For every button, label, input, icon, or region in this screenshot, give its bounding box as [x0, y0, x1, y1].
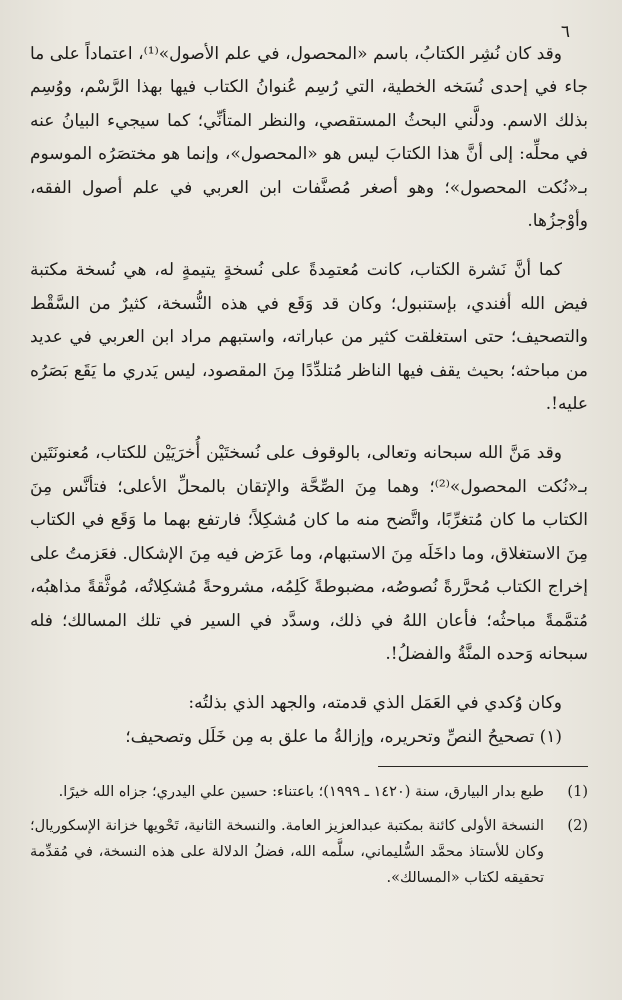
footnote-2: [30, 813, 588, 891]
footnote-text: طبع بدار البيارق، سنة (١٤٢٠ ـ ١٩٩٩)؛ باعتناء: حسين علي اليدري؛ جزاه الله خيرًا.: [58, 784, 544, 801]
list-item-1: (١) تصحيحُ النصِّ وتحريره، وإزالةُ ما علق به مِن خَلَل وتصحيف؛: [125, 726, 562, 747]
footnotes: [30, 779, 588, 891]
footnote-number: (1): [567, 784, 588, 801]
paragraph-3: وقد مَنَّ الله سبحانه وتعالى، بالوقوف على نُسختَيْن أُخرَيَيْن للكتاب، مُعنونَتَين بـ«نُكت المحصول»⁽²⁾؛ وهما مِنَ الصِّحَّة والإتقان بالمحلِّ الأعلى؛ فتأنَّس مِنَ الكتاب ما كان مُتغرِّبًا، واتَّضح منه ما كان مُشكِلاً؛ فارتفع بهما ما وَقَع في الكتاب مِنَ الاستغلاق، وما داخَلَه مِنَ الاستبهام، وما عَرَض فيه مِنَ الإشكال. فعَزمتُ على إخراج الكتاب مُحرَّرةً نُصوصُه، مضبوطةً كَلِمُه، مشروحةً مُشكِلاتُه، مُوثَّقةً مذاهبُه، مُتمَّمةً مباحثُه؛ فأعان اللهُ في ذلك، وسدَّد في السير في تلك المسالك؛ فله سبحانه وَحده المنَّةُ والفضلُ!.: [30, 443, 588, 664]
footnote-divider: [378, 766, 588, 767]
footnote-1: [30, 779, 588, 805]
paragraph-2: كما أنَّ نَشرة الكتاب، كانت مُعتمِدةً على نُسخةٍ يتيمةٍ له، هي نُسخة مكتبة فيض الله أفندي، بإستنبول؛ وكان قد وَقَع في هذه النُّسخة، كثيرٌ من السَّقْط والتصحيف؛ حتى استغلقت كثير من عباراته، واستبهم مراد ابن العربي في عديد من مباحثه؛ بحيث يقف فيها الناظر مُتلدِّدًا مِنَ المقصود، ليس يَدري ما يَقَع بَصَرُه عليه!.: [30, 260, 588, 415]
main-text: [30, 38, 588, 754]
footnote-text: النسخة الأولى كائنة بمكتبة عبدالعزيز العامة. والنسخة الثانية، تَحْويها خزانة الإسكوريال؛ وكان للأستاذ محمَّد السُّليماني، سلَّمه الله، فضلُ الدلالة على هذه النسخة، في مُقدِّمة تحقيقه لكتاب «المسالك».: [30, 818, 544, 887]
paragraph-1: وقد كان نُشِر الكتابُ، باسم «المحصول، في علم الأصول»⁽¹⁾، اعتماداً على ما جاء في إحدى نُسَخه الخطية، التي رُسِم عُنوانُ الكتاب فيها بهذا الرَّسْم، ووُسِم بذلك الاسم. ودلَّني البحثُ المستقصي، والنظر المتأنِّي؛ كما سيجيء البيانُ عنه في محلِّه: إلى أنَّ هذا الكتابَ ليس هو «المحصول»، وإنما هو مختصَرُه الموسوم بـ«نُكت المحصول»؛ وهو أصغر مُصنَّفات ابن العربي في علم أصول الفقه، وأوْجزُها.: [30, 44, 588, 232]
page-number: ٦: [560, 22, 570, 42]
footnote-number: (2): [567, 818, 588, 835]
paragraph-4: وكان وُكدي في العَمَل الذي قدمته، والجهد الذي بذلتُه:: [188, 693, 562, 714]
